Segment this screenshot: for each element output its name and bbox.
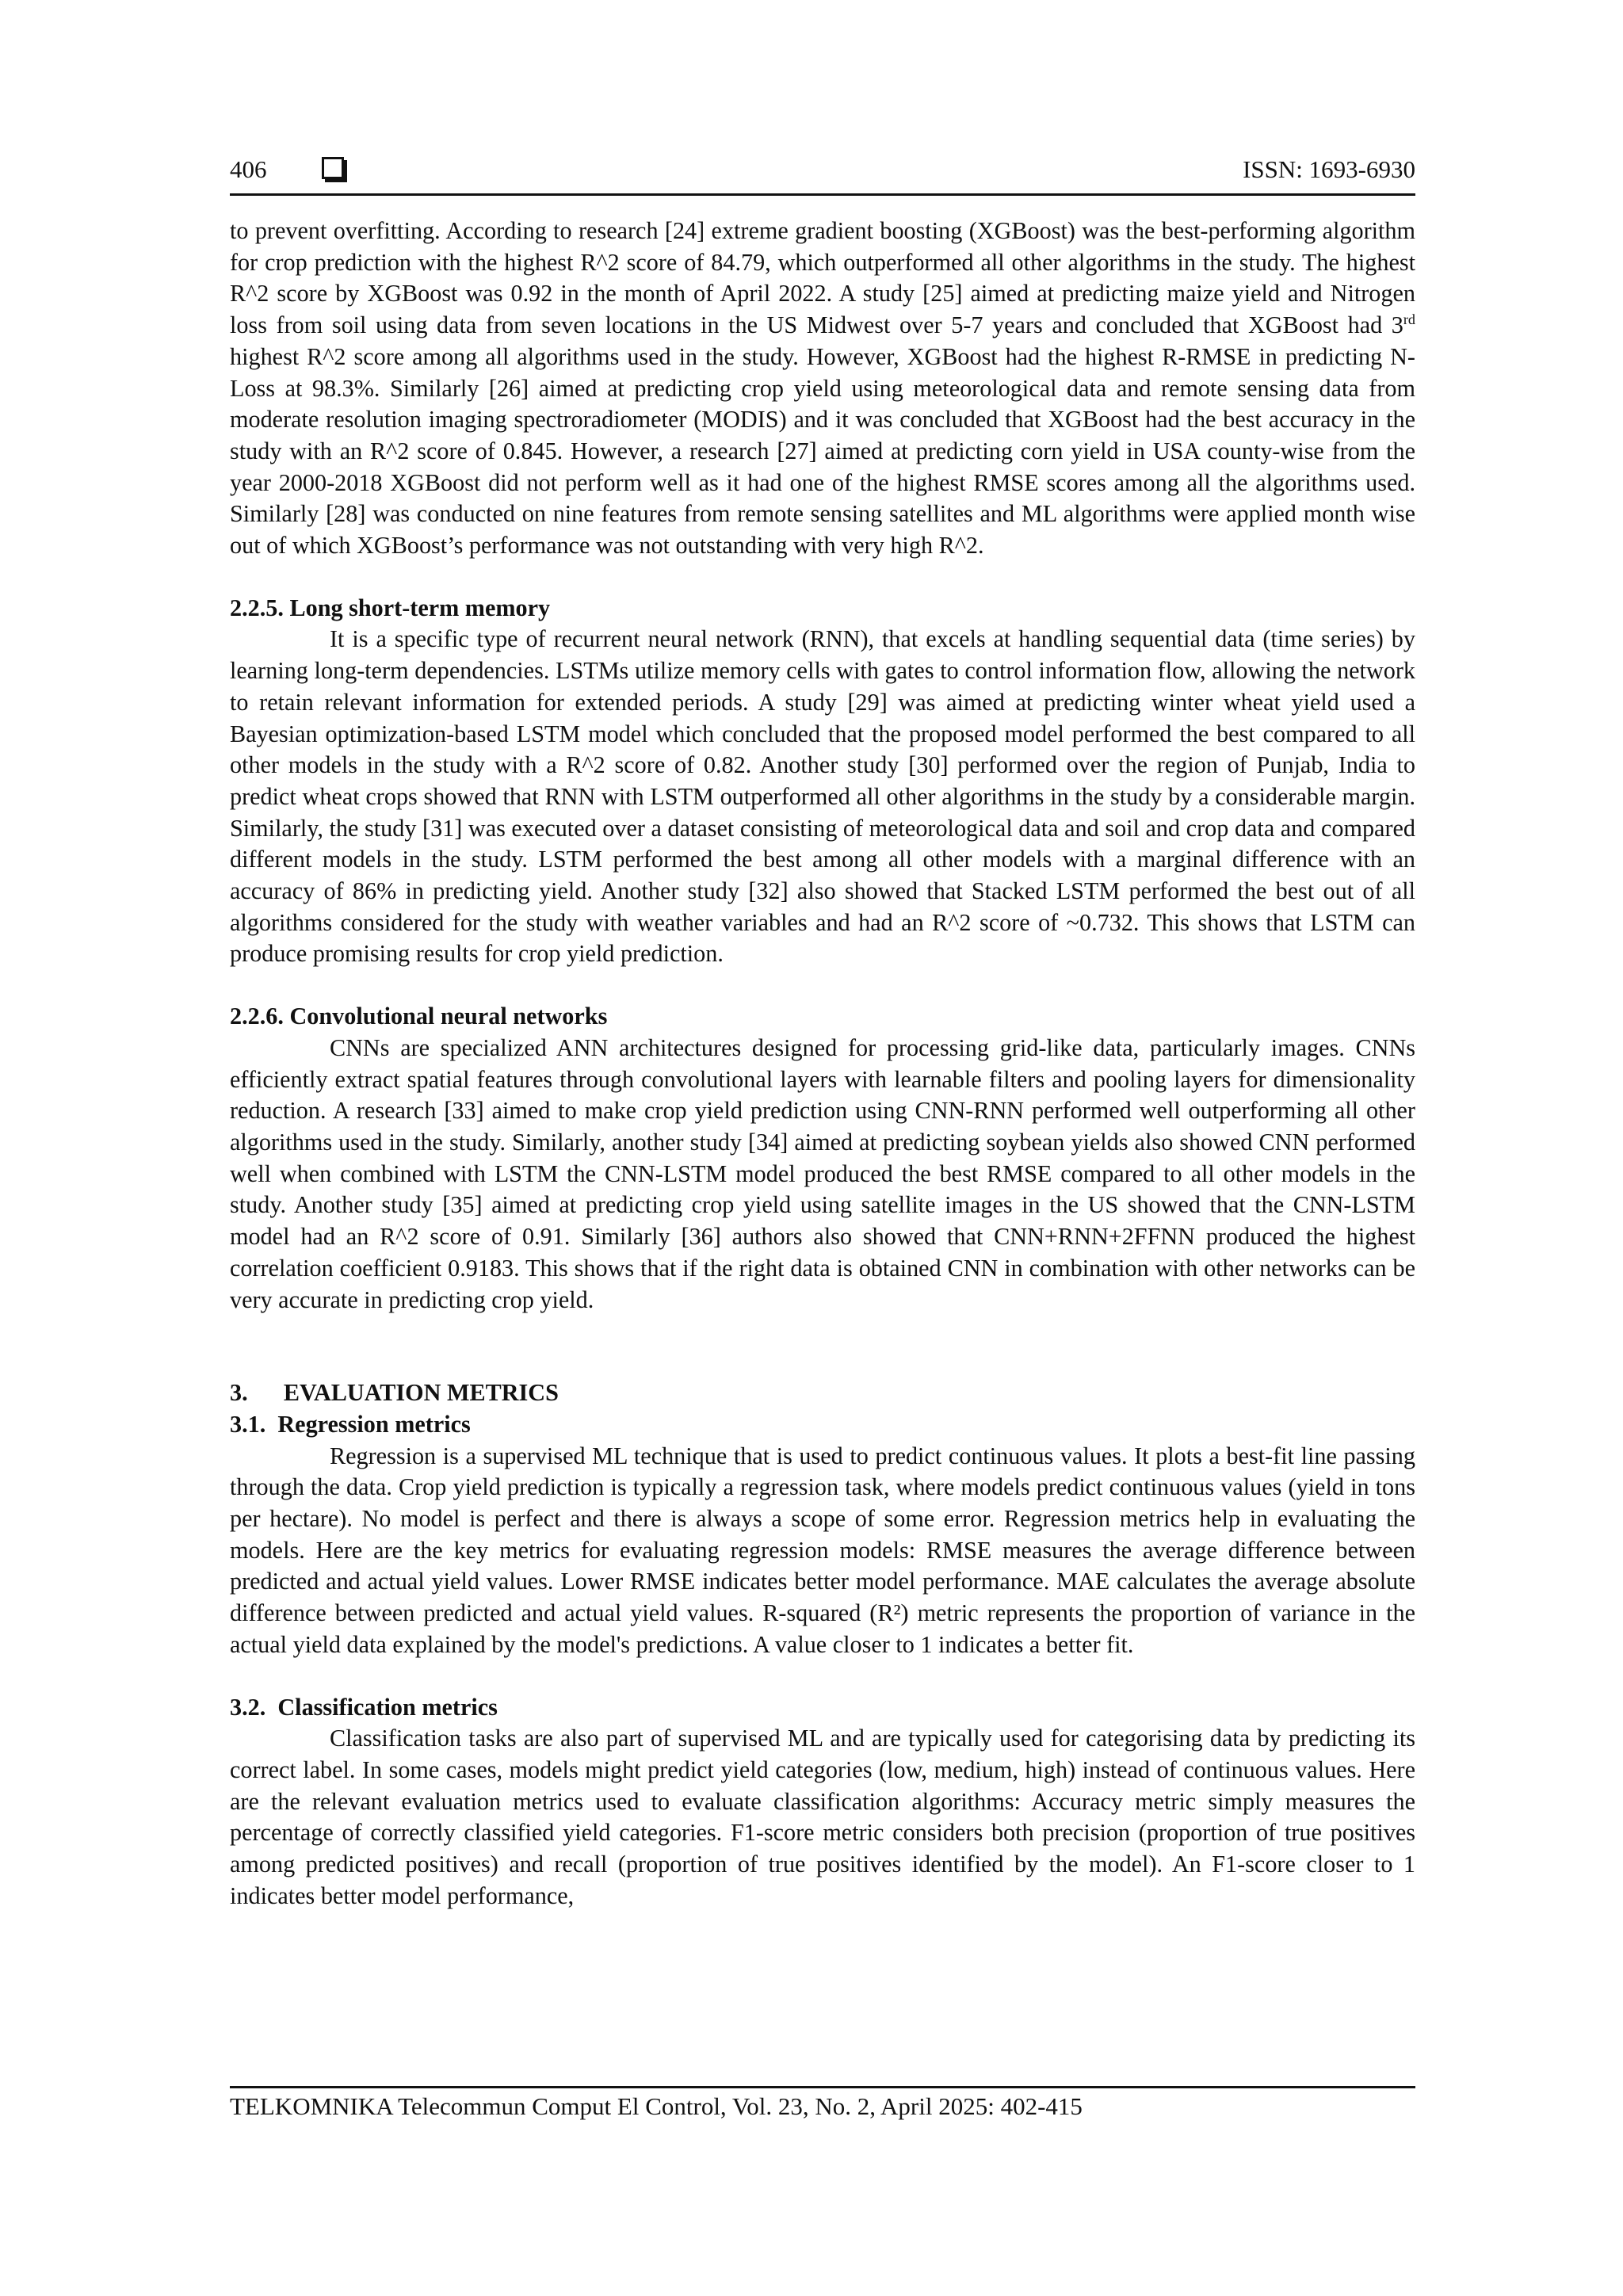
- footer-rule: [230, 2086, 1415, 2088]
- intro-superscript: rd: [1403, 311, 1415, 328]
- section-body-3-1: Regression is a supervised ML technique that is used to predict continuous values. It plots a best-fit line passing through the data. Crop yield prediction is typically a regression task, where models predict continuous values (yield in tons per hectare). No model is perfect and there is always a scope of some error. Regression metrics help in evaluating the models. Here are the key metrics for evaluating regression models: RMSE measures the average difference between predicted and actual yield values. Lower RMSE indicates better model performance. MAE calculates the average absolute difference between predicted and actual yield values. R-squared (R²) metric represents the proportion of variance in the actual yield data explained by the model's predictions. A value closer to 1 indicates a better fit.: [230, 1442, 1415, 1658]
- intro-text-a: to prevent overfitting. According to research [24] extreme gradient boosting (XGBoost) was the best-performing algorithm for crop prediction with the highest R^2 score of 84.79, which outperformed all other algorithms in the study. The highest R^2 score by XGBoost was 0.92 in the month of April 2022. A study [25] aimed at predicting maize yield and Nitrogen loss from soil using data from seven locations in the US Midwest over 5-7 years and concluded that XGBoost had 3: [230, 217, 1415, 339]
- section-body-2-2-6: CNNs are specialized ANN architectures designed for processing grid-like data, particularly images. CNNs efficiently extract spatial features through convolutional layers with learnable filters and pooling layers for dimensionality reduction. A research [33] aimed to make crop yield prediction using CNN-RNN performed well outperforming all other algorithms used in the study. Similarly, another study [34] aimed at predicting soybean yields also showed CNN performed well when combined with LSTM the CNN-LSTM model produced the best RMSE compared to all other models in the study. Another study [35] aimed at predicting crop yield using satellite images in the US showed that the CNN-LSTM model had an R^2 score of 0.91. Similarly [36] authors also showed that CNN+RNN+2FFNN produced the highest correlation coefficient 0.9183. This shows that if the right data is obtained CNN in combination with other networks can be very accurate in predicting crop yield.: [230, 1033, 1415, 1313]
- header-rule: [230, 193, 1415, 196]
- square-bullet-icon: [322, 157, 344, 179]
- intro-paragraph: [230, 216, 1415, 562]
- section-body-3-2: Classification tasks are also part of supervised ML and are typically used for categorising data by predicting its correct label. In some cases, models might predict yield categories (low, medium, high) instead of continuous values. Here are the relevant evaluation metrics used to evaluate classification algorithms: Accuracy metric simply measures the percentage of correctly classified yield categories. F1-score metric considers both precision (proportion of true positives among predicted positives) and recall (proportion of true positives identified by the model). An F1-score closer to 1 indicates better model performance,: [230, 1725, 1415, 1909]
- section-heading-3-1: 3.1. Regression metrics: [230, 1410, 471, 1438]
- footer-citation: TELKOMNIKA Telecommun Comput El Control, Vol. 23, No. 2, April 2025: 402-415: [230, 2092, 1083, 2120]
- intro-text-b: highest R^2 score among all algorithms used in the study. However, XGBoost had the highest R-RMSE in predicting N-Loss at 98.3%. Similarly [26] aimed at predicting crop yield using meteorological data and remote sensing data from moderate resolution imaging spectroradiometer (MODIS) and it was concluded that XGBoost had the best accuracy in the study with an R^2 score of 0.845. However, a research [27] aimed at predicting corn yield in USA county-wise from the year 2000-2018 XGBoost did not perform well as it had one of the highest RMSE scores among all the algorithms used. Similarly [28] was conducted on nine features from remote sensing satellites and ML algorithms were applied month wise out of which XGBoost’s performance was not outstanding with very high R^2.: [230, 342, 1415, 560]
- section-heading-2-2-6: 2.2.6. Convolutional neural networks: [230, 1003, 608, 1030]
- page-number: 406: [230, 155, 267, 183]
- issn-label: ISSN: 1693-6930: [1243, 155, 1415, 183]
- page-header: [230, 155, 1415, 193]
- article-body: [230, 216, 1415, 1912]
- section-heading-3-2: 3.2. Classification metrics: [230, 1693, 498, 1721]
- section-body-2-2-5: It is a specific type of recurrent neural network (RNN), that excels at handling sequential data (time series) by learning long-term dependencies. LSTMs utilize memory cells with gates to control information flow, allowing the network to retain relevant information for extended periods. A study [29] was aimed at predicting winter wheat yield used a Bayesian optimization-based LSTM model which concluded that the proposed model performed the best compared to all other models in the study with a R^2 score of 0.82. Another study [30] performed over the region of Punjab, India to predict wheat crops showed that RNN with LSTM outperformed all other algorithms in the study by a considerable margin. Similarly, the study [31] was executed over a dataset consisting of meteorological data and soil and crop data and compared different models in the study. LSTM performed the best among all other models with a marginal difference with an accuracy of 86% in predicting yield. Another study [32] also showed that Stacked LSTM performed the best out of all algorithms considered for the study with weather variables and had an R^2 score of ~0.732. This shows that LSTM can produce promising results for crop yield prediction.: [230, 625, 1415, 968]
- section-heading-3: 3. EVALUATION METRICS: [230, 1379, 559, 1407]
- section-heading-2-2-5: 2.2.5. Long short-term memory: [230, 594, 551, 621]
